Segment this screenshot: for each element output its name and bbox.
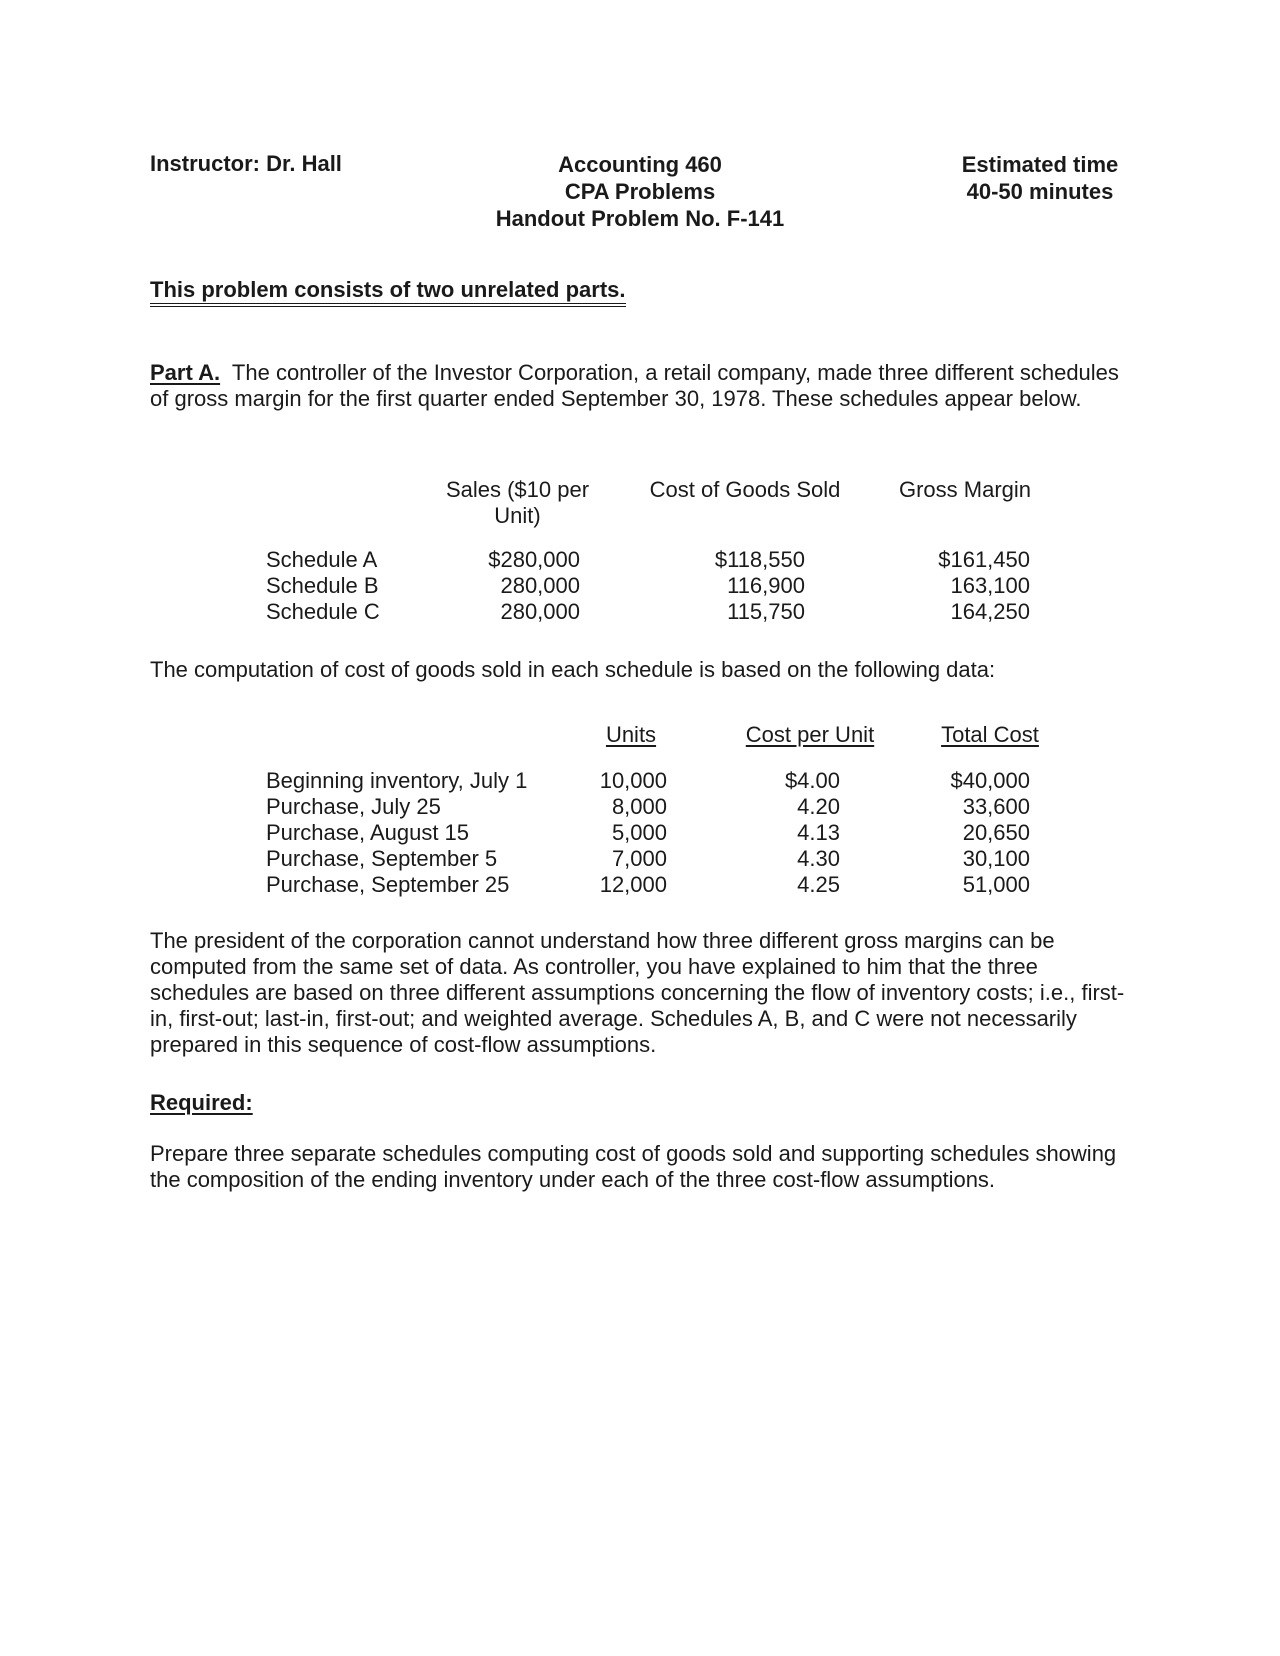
instructor-label: Instructor: Dr. Hall — [150, 151, 342, 176]
header-cost-per-unit: Cost per Unit — [745, 722, 875, 747]
inventory-row-total: 30,100 — [962, 846, 1030, 871]
inventory-row-label: Purchase, September 5 — [266, 846, 498, 871]
schedule-row-sales: $280,000 — [488, 547, 580, 572]
header-total-cost: Total Cost — [941, 722, 1039, 747]
inventory-row-cost: $4.00 — [784, 768, 840, 793]
schedule-row-gross-margin: $161,450 — [938, 547, 1030, 572]
schedule-row-gross-margin: 164,250 — [950, 599, 1030, 624]
inventory-row-label: Purchase, August 15 — [266, 820, 470, 845]
required-heading: Required: — [150, 1090, 253, 1115]
inventory-row-total: $40,000 — [950, 768, 1030, 793]
header-sales: Sales ($10 per Unit) — [445, 477, 590, 528]
computation-text: The computation of cost of goods sold in each schedule is based on the following data: — [150, 657, 996, 682]
course-title: Accounting 460 — [558, 152, 722, 177]
part-a-paragraph — [150, 360, 1140, 412]
inventory-row-label: Beginning inventory, July 1 — [266, 768, 528, 793]
schedule-row-cogs: 115,750 — [727, 599, 805, 624]
inventory-row-label: Purchase, September 25 — [266, 872, 510, 897]
estimated-time-value: 40-50 minutes — [966, 179, 1114, 204]
inventory-row-cost: 4.13 — [797, 820, 840, 845]
intro-heading: This problem consists of two unrelated parts. — [150, 277, 626, 302]
schedule-row-gross-margin: 163,100 — [950, 573, 1030, 598]
header-gross-margin: Gross Margin — [898, 477, 1032, 502]
schedule-row-label: Schedule B — [266, 573, 379, 598]
course-subtitle: CPA Problems — [564, 179, 716, 204]
schedule-row-cogs: $118,550 — [714, 547, 805, 572]
inventory-row-units: 8,000 — [611, 794, 667, 819]
inventory-row-units: 10,000 — [599, 768, 667, 793]
inventory-row-units: 5,000 — [611, 820, 667, 845]
schedule-row-sales: 280,000 — [500, 599, 580, 624]
handout-number: Handout Problem No. F-141 — [495, 206, 785, 231]
required-paragraph: Prepare three separate schedules computing cost of goods sold and supporting schedules showing the composition of the ending inventory under each of the three cost-flow assumptions. — [150, 1141, 1117, 1192]
part-a-text: The controller of the Investor Corporation, a retail company, made three different schedules of gross margin for the first quarter ended September 30, 1978. These schedules appear below. — [150, 360, 1119, 411]
header-cogs: Cost of Goods Sold — [649, 477, 841, 502]
inventory-row-cost: 4.20 — [797, 794, 840, 819]
schedule-row-cogs: 116,900 — [727, 573, 805, 598]
course-title-block — [440, 151, 840, 232]
schedule-row-label: Schedule A — [266, 547, 378, 572]
inventory-row-cost: 4.30 — [797, 846, 840, 871]
inventory-row-label: Purchase, July 25 — [266, 794, 441, 819]
inventory-row-units: 12,000 — [599, 872, 667, 897]
header-units: Units — [605, 722, 657, 747]
inventory-row-total: 20,650 — [962, 820, 1030, 845]
schedule-row-label: Schedule C — [266, 599, 380, 624]
inventory-row-total: 51,000 — [962, 872, 1030, 897]
schedule-row-sales: 280,000 — [500, 573, 580, 598]
inventory-row-cost: 4.25 — [797, 872, 840, 897]
president-paragraph: The president of the corporation cannot understand how three different gross margins can be computed from the same set of data. As controller, you have explained to him that the three schedules are based on three different assumptions concerning the flow of inventory costs; i.e., first-in, first-out; last-in, first-out; and weighted average. Schedules A, B, and C were not necessarily prepared in this sequence of cost-flow assumptions. — [150, 928, 1125, 1057]
part-a-label: Part A. — [150, 360, 221, 385]
inventory-row-total: 33,600 — [962, 794, 1030, 819]
estimated-time-label: Estimated time — [961, 152, 1119, 177]
inventory-row-units: 7,000 — [611, 846, 667, 871]
estimated-time-block — [940, 151, 1140, 205]
